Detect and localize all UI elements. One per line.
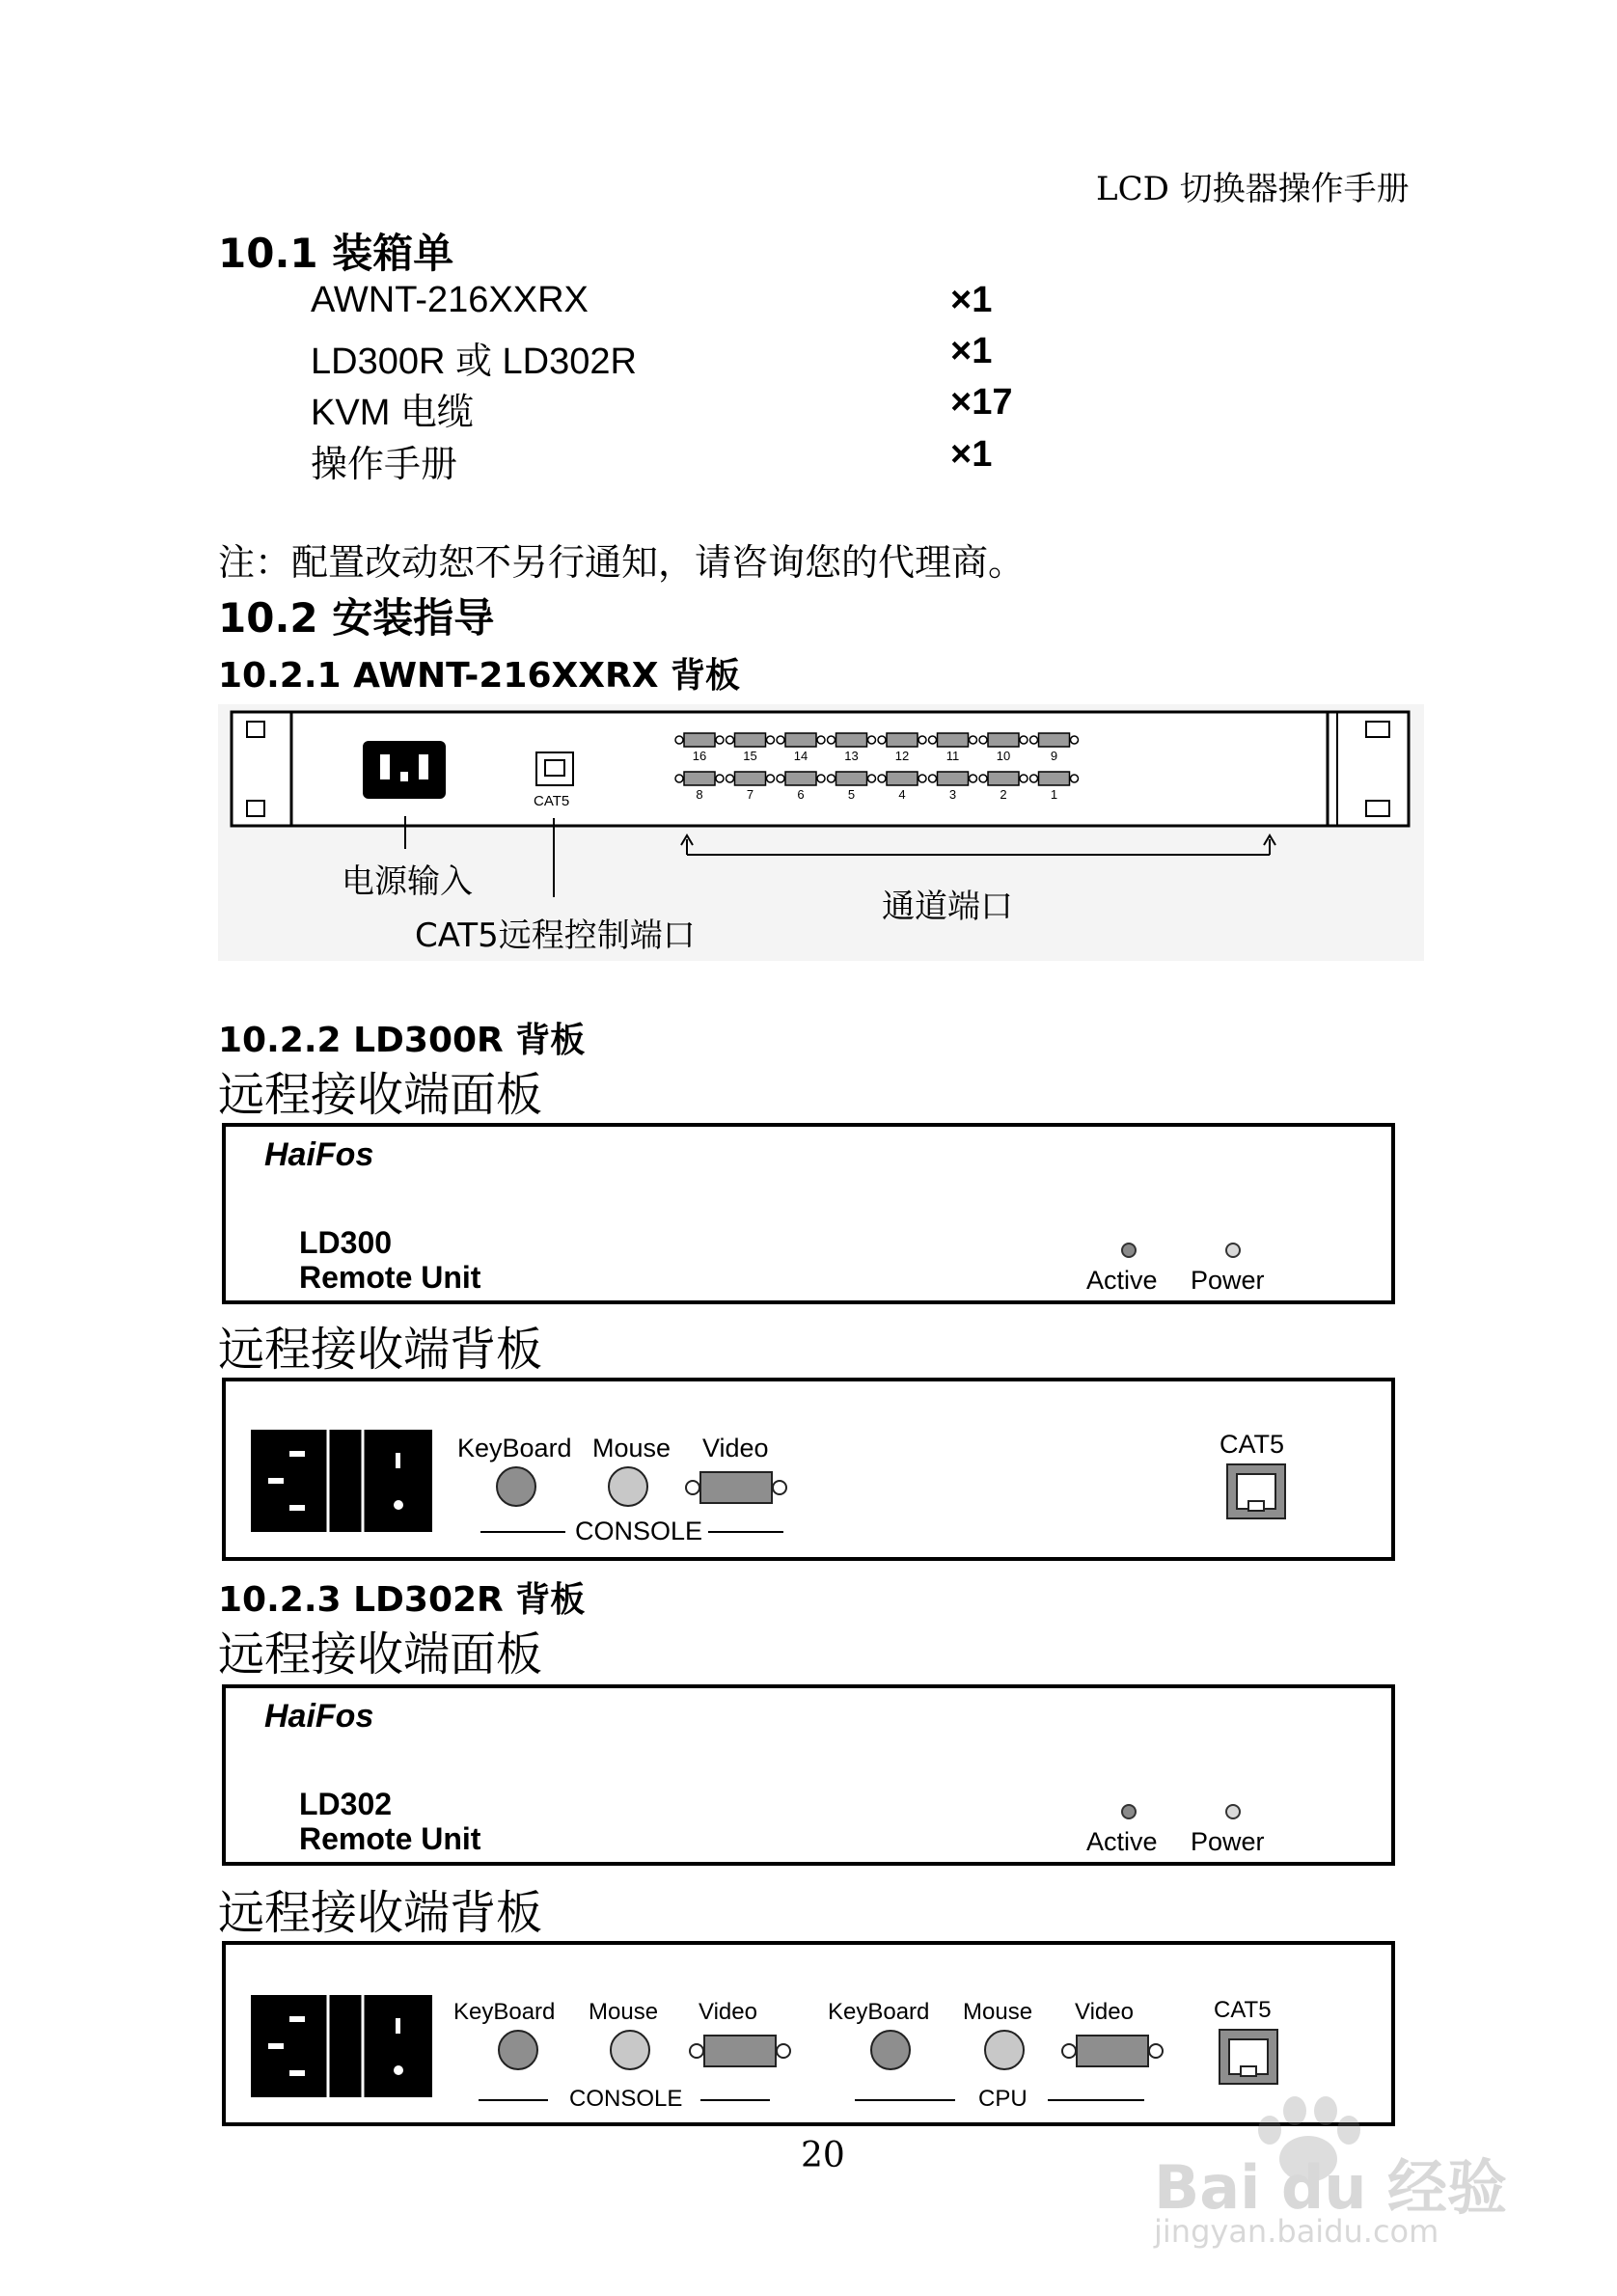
ld300-front-panel: [222, 1123, 1395, 1304]
model-subtitle: Remote Unit: [299, 1821, 481, 1856]
awnt-rear-panel-svg: [218, 704, 1424, 961]
list-item-qty: ×1: [950, 331, 993, 371]
ld302-front-caption: 远程接收端面板: [218, 1627, 543, 1681]
list-item-name: LD300R 或 LD302R: [311, 342, 637, 382]
channel-port-number: 11: [946, 749, 960, 763]
list-item-name: 操作手册: [311, 445, 458, 485]
mouse-port-icon: [608, 1466, 648, 1507]
console-bracket-right: [708, 1531, 783, 1533]
channel-port-number: 15: [743, 749, 757, 763]
ld300-back-caption: 远程接收端背板: [218, 1323, 543, 1377]
channel-port-number: 7: [746, 787, 754, 802]
cpu-keyboard-label: KeyBoard: [828, 1999, 930, 2025]
console-bracket-left: [480, 1531, 565, 1533]
power-label: Power: [1191, 1827, 1265, 1856]
active-led-icon: [1121, 1804, 1137, 1819]
mouse-label: Mouse: [592, 1434, 671, 1462]
power-label: Power: [1191, 1266, 1265, 1295]
model-subtitle: Remote Unit: [299, 1260, 481, 1295]
console-bracket-left: [479, 2099, 548, 2101]
cpu-bracket-left: [855, 2099, 955, 2101]
active-label: Active: [1086, 1266, 1158, 1295]
cat5-port-icon: [1218, 2028, 1279, 2088]
channel-port-number: 2: [1000, 787, 1007, 802]
section-10-2-3-title: 10.2.3 LD302R 背板: [218, 1580, 586, 1620]
cpu-mouse-port-icon: [984, 2030, 1025, 2070]
watermark-url: jingyan.baidu.com: [1154, 2213, 1439, 2250]
channel-port-number: 3: [948, 787, 957, 802]
ld302-back-caption: 远程接收端背板: [218, 1886, 543, 1940]
section-10-2-1-title: 10.2.1 AWNT-216XXRX 背板: [218, 656, 741, 696]
console-bracket-right: [700, 2099, 770, 2101]
keyboard-port-icon: [496, 1466, 536, 1507]
channel-port-number: 8: [696, 787, 703, 802]
manual-header: LCD 切换器操作手册: [1096, 170, 1410, 208]
model-name: LD300: [299, 1225, 393, 1260]
channel-port-number: 12: [894, 749, 910, 763]
power-led-icon: [1225, 1804, 1241, 1819]
active-label: Active: [1086, 1827, 1158, 1856]
list-item-qty: ×17: [950, 382, 1013, 423]
power-led-icon: [1225, 1243, 1241, 1258]
cpu-label: CPU: [978, 2086, 1028, 2112]
baidu-watermark: [1154, 2091, 1540, 2255]
cpu-mouse-label: Mouse: [963, 1999, 1033, 2025]
mouse-port-icon: [610, 2030, 650, 2070]
keyboard-label: KeyBoard: [457, 1434, 572, 1462]
channel-port-number: 1: [1050, 787, 1058, 802]
list-item-qty: ×1: [950, 280, 993, 320]
list-item-name: KVM 电缆: [311, 393, 474, 433]
video-label: Video: [702, 1434, 769, 1462]
console-label: CONSOLE: [575, 1517, 703, 1545]
channel-port-number: 6: [797, 787, 805, 802]
page-number: 20: [801, 2136, 845, 2175]
callout-power-input: 电源输入: [342, 862, 473, 901]
video-port-icon: [687, 2030, 793, 2072]
channel-port-number: 5: [847, 787, 856, 802]
section-10-1-title: 10.1 装箱单: [218, 230, 454, 277]
mouse-label: Mouse: [589, 1999, 659, 2025]
channel-port-number: 4: [898, 787, 906, 802]
ld300-back-panel: [222, 1378, 1395, 1561]
cat5-small-label: CAT5: [534, 793, 570, 809]
active-led-icon: [1121, 1243, 1137, 1258]
cpu-keyboard-port-icon: [870, 2030, 911, 2070]
channel-port-number: 10: [996, 749, 1011, 763]
channel-port-number: 9: [1050, 749, 1058, 763]
list-item-qty: ×1: [950, 434, 993, 475]
brand-logo: HaiFos: [264, 1136, 374, 1173]
section-10-2-title: 10.2 安装指导: [218, 594, 495, 642]
channel-port-number: 16: [692, 749, 707, 763]
keyboard-port-icon: [498, 2030, 538, 2070]
video-label: Video: [699, 1999, 757, 2025]
console-label: CONSOLE: [569, 2086, 683, 2112]
channel-port-number: 14: [793, 749, 808, 763]
cpu-video-label: Video: [1075, 1999, 1134, 2025]
ld302-front-panel: [222, 1684, 1395, 1866]
watermark-brand: Bai du 经验: [1154, 2152, 1508, 2223]
section-10-2-2-title: 10.2.2 LD300R 背板: [218, 1021, 586, 1060]
cpu-video-port-icon: [1059, 2030, 1165, 2072]
channel-port-number: 13: [844, 749, 859, 763]
video-port-icon: [683, 1466, 789, 1509]
power-inlet-icon: [251, 1995, 434, 2101]
keyboard-label: KeyBoard: [453, 1999, 556, 2025]
callout-cat5-port: CAT5远程控制端口: [415, 916, 696, 955]
power-inlet-icon: [251, 1430, 434, 1536]
callout-channel-ports: 通道端口: [882, 888, 1013, 926]
cat5-label: CAT5: [1220, 1430, 1285, 1459]
list-item-name: AWNT-216XXRX: [311, 280, 589, 320]
awnt-rear-panel-figure: [218, 704, 1424, 961]
ld300-front-caption: 远程接收端面板: [218, 1068, 543, 1122]
cpu-bracket-right: [1048, 2099, 1144, 2101]
cat5-port-icon: [1225, 1462, 1287, 1522]
model-name: LD302: [299, 1787, 393, 1821]
cat5-label: CAT5: [1214, 1997, 1272, 2023]
brand-logo: HaiFos: [264, 1698, 374, 1735]
note-text: 注：配置改动恕不另行通知，请咨询您的代理商。: [218, 541, 1026, 584]
